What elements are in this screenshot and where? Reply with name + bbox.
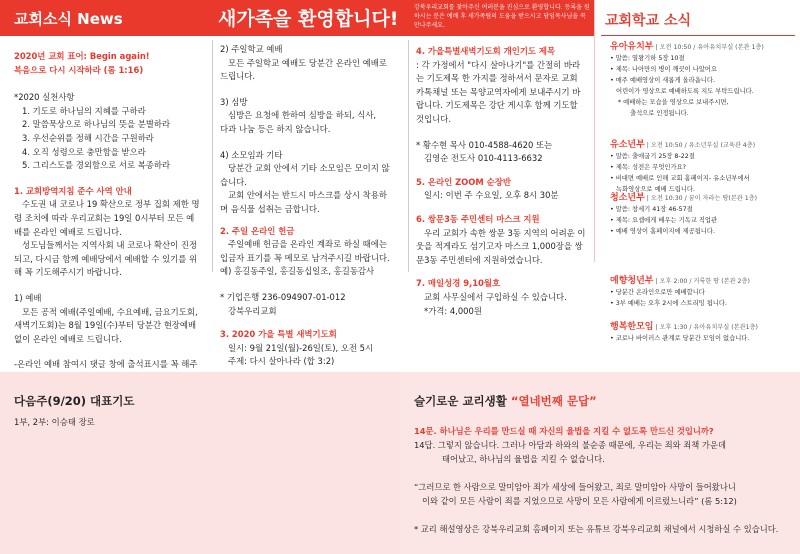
group-line: • 말씀: 창세기 41장 46-57절: [610, 206, 693, 213]
group-line: 녹화영상으로 예배 드립니다.: [616, 186, 695, 193]
school-group-happy: [610, 322, 798, 344]
catechism-title-prefix: 슬기로운 교리생활: [414, 394, 507, 408]
prayer-title: 다음주(9/20) 대표기도: [14, 394, 135, 408]
bank-account-holder: 강북우리교회: [228, 305, 277, 316]
practice-item: 2. 말씀묵상으로 하나님의 뜻을 분별하라: [22, 119, 171, 130]
motto-line-2: 복음으로 다시 시작하라 (롬 1:16): [14, 64, 144, 75]
group-line: • 제목: 성전은 무엇인가요?: [610, 164, 687, 171]
contact-line: 김영순 전도사 010-4113-6632: [424, 153, 543, 164]
section-6-title: 6. 쌍문3동 주민센터 마스크 지원: [416, 213, 540, 224]
school-group-teen: [610, 193, 798, 237]
section-4-title: 4. 가을특별새벽기도회 개인기도 제목: [416, 46, 556, 56]
group-line: * 예배하는 모습을 영상으로 보내주시면,: [618, 99, 729, 106]
group-line: • 3부 예배는 오후 2시에 스트리밍 됩니다.: [610, 300, 727, 307]
column-2: [220, 43, 404, 369]
visitation-line: 다과 나눔 등은 하지 않습니다.: [220, 123, 331, 134]
practice-item: 1. 기도로 하나님의 지혜를 구하라: [22, 105, 146, 116]
worship-line: 새벽기도회)는 8월 19일(수)부터 당분간 현장예배: [14, 320, 197, 331]
contact-line: * 황수현 목사 010-4588-4620 또는: [416, 139, 553, 150]
section-1-line: 수도권 내 코로나 19 확산으로 정부 집회 제한 명: [22, 199, 200, 210]
group-name: 유소년부: [610, 140, 645, 150]
group-name: 예향청년부: [610, 276, 654, 286]
worship-title: 1) 예배: [14, 292, 42, 303]
catechism-answer: 14답. 그렇지 않습니다. 그러나 아담과 하와의 불순종 때문에, 우리는 죄와 죄책 가운데: [414, 440, 726, 450]
section-7-price: *가격: 4,000원: [424, 305, 482, 316]
school-group-youth: [610, 140, 798, 195]
small-group-title: 4) 소모임과 기타: [220, 149, 283, 160]
welcome-note: 강북우리교회를 찾아주신 여러분을 진심으로 환영합니다. 등록을 원하시는 분은 예배 후 새가족팀의 도움을 받으시고 담임목사님을 꼭 만나주세요.: [414, 4, 590, 29]
group-line: • 제목: 요셉에게 배우는 기독교 직업관: [610, 217, 718, 224]
column-3: [416, 45, 592, 318]
practice-item: 4. 오직 성령으로 충만함을 받으라: [22, 146, 146, 157]
group-name: 유아유치부: [610, 42, 654, 52]
small-group-line: 며 음식물 섭취는 금합니다.: [220, 203, 320, 214]
kids-worship-line: 모든 주일학교 예배도 당분간 온라인 예배로: [228, 57, 387, 68]
worship-line: 없이 온라인 예배로 드립니다.: [14, 333, 122, 344]
section-1-line: 령 조치에 따라 우리교회는 19일 0시부터 모든 예: [14, 212, 195, 223]
section-5-title: 5. 온라인 ZOOM 순장반: [416, 176, 511, 187]
section-6-line: 우리 교회가 속한 쌍문 3동 지역의 어려운 이: [424, 227, 586, 238]
catechism-body: [414, 424, 798, 536]
catechism-title: [414, 393, 597, 409]
catechism-answer: 태어났고, 하나님의 율법을 지킬 수 없습니다.: [442, 454, 605, 464]
group-schedule: | 오후 1:30 / 유아유치부실 (본관1층): [655, 324, 758, 331]
group-line: • 말씀: 출애굽기 25장 8-22절: [610, 153, 695, 160]
section-1-line: 성도님들께서는 지역사회 내 코로나 확산이 진정: [22, 240, 198, 251]
group-schedule: | 오후 2:00 / 거룩한 땅 (본관 2층): [655, 278, 750, 285]
visitation-line: 심방은 요청에 한하여 심방을 하되, 식사,: [228, 110, 377, 121]
group-line: • 비대면 예배로 인해 교회 홈페이지- 유소년부에서: [610, 175, 750, 182]
worship-line: 모든 공적 예배(주일예배, 수요예배, 금요기도회,: [22, 306, 198, 317]
section-4-line: 랍니다. 기도제목은 강단 게시후 함께 기도할: [416, 100, 578, 111]
section-1-line: 해 꼭 기도해주시기 바랍니다.: [14, 267, 122, 278]
catechism-title-highlight: “열네번째 문답”: [510, 394, 597, 408]
section-6-line: 문3동 주민센터에 지원하였습니다.: [416, 254, 543, 265]
school-group-young-adult: [610, 276, 798, 309]
group-schedule: | 오전 10:50 / 유소년부실 (교육관 4층): [646, 142, 756, 149]
section-1-line: 되고, 다시금 함께 예배당에서 예배할 수 있기를 위: [14, 253, 198, 264]
group-line: • 제목: 나아만의 병이 깨끗이 나았어요: [610, 66, 718, 73]
welcome-title: 새가족을 환영합니다!: [218, 8, 399, 30]
section-4-line: : 각 가정에서 "다시 살아나기"를 간절히 바라: [416, 59, 581, 70]
column-1: [14, 50, 210, 385]
kids-worship-line: 드립니다.: [220, 71, 256, 82]
group-line: • 코로나 바이러스 관계로 당분간 모임이 없습니다.: [610, 335, 750, 342]
visitation-title: 3) 심방: [220, 96, 248, 107]
church-school-title: 교회학교 소식: [605, 13, 692, 29]
school-group-infant: [610, 42, 798, 119]
column-divider: [408, 40, 409, 272]
group-line: • 당분간 온라인으로만 예배합니다: [610, 289, 705, 296]
section-7-title: 7. 매일성경 9,10월호: [416, 278, 501, 289]
group-name: 청소년부: [610, 193, 645, 203]
section-5-line: 일시: 이번 주 수요일, 오후 8시 30분: [424, 190, 559, 201]
group-schedule: | 오전 10:30 / 꿈이 자라는 땅(본관 1층): [646, 195, 758, 202]
catechism-verse: 이와 같이 모든 사람이 죄를 지었으므로 사망이 모든 사람에게 이르렀느니라” (롬 5:12): [422, 496, 737, 506]
section-4-line: 것입니다.: [416, 113, 452, 124]
section-7-line: 교회 사무실에서 구입하실 수 있습니다.: [424, 291, 567, 302]
news-title: 교회소식 News: [14, 10, 123, 28]
church-school-rule: [601, 35, 795, 36]
small-group-line: 습니다.: [220, 176, 247, 187]
catechism-verse: “그러므로 한 사람으로 말미암아 죄가 세상에 들어왔고, 죄로 말미암아 사망이 들어왔나니: [414, 482, 736, 492]
practice-item: 3. 우선순위를 정해 시간을 구원하라: [22, 132, 154, 143]
practice-item: 5. 그리스도를 경외함으로 서로 복종하라: [22, 160, 171, 171]
section-1-title: 1. 교회방역지침 준수 사역 안내: [14, 185, 132, 196]
small-group-line: 당분간 교회 안에서 기타 소모임은 모이지 않: [228, 163, 390, 174]
section-2-line: 예) 홍길동주일, 홍길동십일조, 홍길동감사: [220, 266, 375, 277]
kids-worship-title: 2) 주일학교 예배: [220, 44, 283, 54]
prayer-line: 1부, 2부: 이승태 장로: [14, 417, 95, 427]
group-line: 어린이가 영상으로 예배하도록 지도 부탁드립니다.: [616, 88, 754, 95]
group-name: 행복한모임: [610, 322, 654, 332]
online-note: -온라인 예배 참여시 댓글 창에 출석표시를 꼭 해주: [14, 359, 198, 370]
section-4-line: 카톡채널 또는 목양교역자에게 보내주시기 바: [416, 86, 581, 97]
practice-title: *2020 실천사항: [14, 92, 75, 103]
section-6-line: 웃을 적게라도 섬기고자 마스크 1,000장을 쌍: [416, 241, 583, 252]
bank-account: * 기업은행 236-094907-01-012: [220, 291, 346, 302]
section-4-line: 는 기도제목 한 가지를 정하셔서 문자로 교회: [416, 73, 578, 84]
motto-line-1: 2020년 교회 표어: Begin again!: [14, 51, 150, 61]
group-line: 출석으로 인정됩니다.: [630, 110, 689, 117]
section-3-title: 3. 2020 가을 특별 새벽기도회: [220, 329, 337, 340]
section-2-title: 2. 주일 온라인 헌금: [220, 225, 295, 236]
group-line: • 말씀: 열왕기하 5장 10절: [610, 55, 685, 62]
section-2-line: 입금자 표기를 꼭 메모로 남겨주시길 바랍니다.: [220, 252, 390, 263]
section-3-line: 주제: 다시 살아나라 (합 3:2): [228, 356, 335, 367]
group-line: • 매주 예배영상이 새롭게 올라옵니다.: [610, 77, 715, 84]
section-2-line: 주일예배 헌금을 온라인 계좌로 하실 때에는: [228, 239, 387, 250]
group-schedule: | 오전 10:50 / 유아유치부실 (본관 1층): [655, 44, 764, 51]
small-group-line: 교회 안에서는 반드시 마스크를 상시 착용하: [228, 190, 387, 201]
section-1-line: 배를 온라인 예배로 드립니다.: [14, 226, 122, 237]
catechism-note: * 교리 해설영상은 강북우리교회 홈페이지 또는 유튜브 강북우리교회 채널에서 시청하실 수 있습니다.: [414, 524, 779, 534]
catechism-question: 14문. 하나님은 우리를 만드실 때 자신의 율법을 지킬 수 없도록 만드신 것입니까?: [414, 426, 714, 436]
section-3-line: 일시: 9월 21일(월)-26일(토), 오전 5시: [228, 342, 374, 353]
group-line: • 예배 영상이 홈페이지에 제공됩니다.: [610, 228, 715, 235]
column-divider: [212, 40, 213, 272]
